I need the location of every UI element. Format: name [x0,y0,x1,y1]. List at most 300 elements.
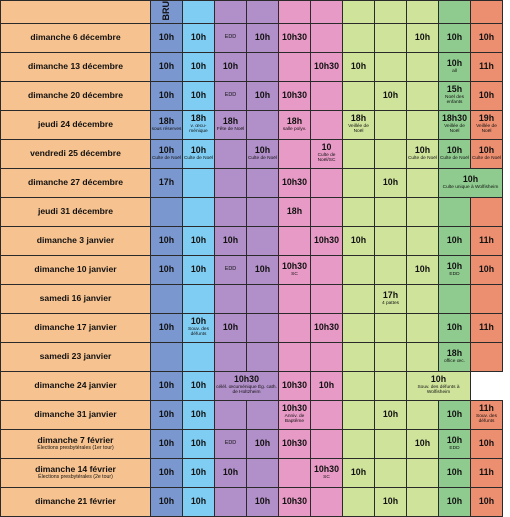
row-label [1,429,151,458]
schedule-cell [343,342,375,371]
service-time: 10h [446,409,463,420]
schedule-cell [311,342,343,371]
service-time: 10h [158,90,175,101]
schedule-cell [407,400,439,429]
schedule-cell [407,197,439,226]
schedule-cell [407,458,439,487]
schedule-cell [471,139,503,168]
schedule-cell [151,429,183,458]
header-cell [279,1,311,24]
schedule-cell [215,81,247,110]
schedule-cell [279,139,311,168]
service-time: 10h [190,144,207,155]
schedule-cell [311,458,343,487]
row-label [1,226,151,255]
schedule-cell [343,400,375,429]
service-time: 10h [158,496,175,507]
row-label-text: dimanche 24 janvier [34,380,117,391]
schedule-cell [247,168,279,197]
schedule-cell [407,226,439,255]
schedule-cell [183,81,215,110]
service-time: 10h [158,32,175,43]
schedule-cell [407,371,471,400]
service-time: 10h [190,32,207,43]
schedule-cell [215,255,247,284]
service-time: 10h30 [282,90,307,101]
service-note: Anniv. de Baptême [284,414,305,425]
schedule-row [1,284,503,313]
service-time: 18h [286,206,303,217]
schedule-cell [311,313,343,342]
schedule-cell [215,52,247,81]
schedule-cell [311,197,343,226]
schedule-row [1,226,503,255]
schedule-cell [439,81,471,110]
schedule-cell [375,52,407,81]
schedule-cell [439,139,471,168]
schedule-row [1,371,503,400]
row-label [1,110,151,139]
schedule-cell [215,110,247,139]
schedule-cell [183,168,215,197]
schedule-cell [311,487,343,516]
schedule-cell [151,371,183,400]
schedule-row [1,400,503,429]
schedule-cell [215,400,247,429]
service-note: Veillée de Noël [444,124,465,135]
service-note: sous réserves [151,126,182,132]
service-time: 18h [222,115,239,126]
service-time: 10h30 [282,496,307,507]
schedule-cell [215,313,247,342]
service-time: 10h30 [314,463,339,474]
schedule-cell [311,23,343,52]
service-time: EDD [224,91,237,98]
schedule-cell [151,342,183,371]
schedule-cell [343,371,375,400]
service-time: 10h [414,438,431,449]
service-time: 10h [478,144,495,155]
service-time: 10h [446,57,463,68]
header-row [1,1,503,24]
header-label: BRU [161,1,171,21]
service-time: 18h [190,113,207,124]
service-time: 11h [479,235,494,246]
service-time: 10h [190,409,207,420]
row-label [1,313,151,342]
service-note: SC [291,271,298,277]
service-time: 10h [158,409,175,420]
schedule-cell [407,284,439,313]
row-label-text: dimanche 21 février [35,496,116,507]
row-label [1,487,151,516]
schedule-cell [215,458,247,487]
service-time: 10h [446,144,463,155]
row-label-text: dimanche 13 décembre [27,61,124,72]
schedule-cell [183,255,215,284]
schedule-cell [215,226,247,255]
schedule-row [1,81,503,110]
schedule-cell [343,81,375,110]
schedule-cell [215,371,279,400]
schedule-row [1,139,503,168]
service-time: 10h [158,235,175,246]
service-time: 11h [479,322,494,333]
service-time: 11h [479,467,494,478]
schedule-cell [471,197,503,226]
schedule-cell [343,197,375,226]
service-time: EDD [224,439,237,446]
schedule-cell [247,342,279,371]
schedule-cell [247,81,279,110]
service-time: 10h [190,235,207,246]
schedule-cell [183,139,215,168]
schedule-cell [343,139,375,168]
service-time: 10h [254,90,271,101]
service-time: 10h [350,61,367,72]
service-time: 10h30 [282,32,307,43]
service-time: 10h [158,322,175,333]
row-label [1,458,151,487]
service-note: Culte de Noël [471,155,502,161]
header-cell [151,1,183,24]
service-time: 10h [222,235,239,246]
schedule-cell [439,23,471,52]
service-note: salle polyv. [282,126,307,132]
service-time: 15h [446,84,463,95]
schedule-cell [407,23,439,52]
service-time: 19h [478,113,495,124]
schedule-cell [247,487,279,516]
schedule-cell [151,284,183,313]
row-label-text: samedi 23 janvier [39,351,112,362]
header-cell [407,1,439,24]
service-time: 10h30 [314,235,339,246]
row-label [1,197,151,226]
schedule-cell [279,23,311,52]
service-note: Culte de Noël [183,155,214,161]
schedule-cell [215,284,247,313]
schedule-cell [279,81,311,110]
service-time: 10h [446,32,463,43]
service-note: Souv. des défunts [476,414,497,425]
schedule-cell [151,197,183,226]
schedule-cell [439,255,471,284]
schedule-row [1,52,503,81]
service-time: 10h [190,467,207,478]
service-note: Culte de Noël [439,155,470,161]
schedule-cell [407,110,439,139]
row-label-note: Élections presbytérales (2e tour) [38,473,113,480]
service-time: 10h [446,434,463,445]
schedule-cell [151,226,183,255]
schedule-row [1,458,503,487]
service-time: 10h30 [282,177,307,188]
schedule-cell [279,168,311,197]
service-time: 18h [350,113,367,124]
service-time: 17h [382,289,399,300]
service-time: 10h [158,467,175,478]
header-corner [1,1,151,24]
header-cell [215,1,247,24]
schedule-cell [183,313,215,342]
schedule-cell [471,81,503,110]
header-cell [183,1,215,24]
service-note: v. œcu-ménique [189,124,208,135]
row-label-text: jeudi 24 décembre [38,119,113,130]
schedule-cell [311,400,343,429]
schedule-cell [471,313,503,342]
schedule-row [1,23,503,52]
schedule-cell [375,342,407,371]
schedule-cell [183,342,215,371]
row-label [1,284,151,313]
service-time: 10 [321,142,332,153]
schedule-cell [151,313,183,342]
row-label [1,168,151,197]
schedule-cell [247,197,279,226]
schedule-row [1,429,503,458]
service-time: 11h [479,403,494,414]
service-time: 10h [430,374,447,385]
schedule-cell [247,139,279,168]
service-time: 10h [190,264,207,275]
schedule-cell [471,400,503,429]
schedule-cell [183,371,215,400]
schedule-cell [311,371,343,400]
service-note: EDD [449,271,460,277]
header-cell [343,1,375,24]
schedule-cell [407,342,439,371]
header-cell [375,1,407,24]
schedule-cell [311,429,343,458]
service-time: 10h [462,173,479,184]
service-time: 10h [254,32,271,43]
schedule-cell [375,487,407,516]
row-label [1,23,151,52]
service-note: Culte de Noël [247,155,278,161]
schedule-cell [343,110,375,139]
schedule-cell [279,487,311,516]
service-time: 10h [478,90,495,101]
service-note: all [452,68,457,74]
schedule-cell [311,255,343,284]
schedule-cell [439,110,471,139]
row-label-text: dimanche 6 décembre [30,32,121,43]
service-time: 10h [382,177,399,188]
service-time: 10h [190,438,207,449]
service-time: 10h [254,264,271,275]
service-time: 10h [190,380,207,391]
service-note: Veillée de Noël [476,124,497,135]
schedule-row [1,255,503,284]
schedule-cell [151,81,183,110]
schedule-cell [183,226,215,255]
schedule-cell [279,429,311,458]
schedule-cell [279,284,311,313]
schedule-row [1,487,503,516]
service-note: SC [323,474,330,480]
service-time: 10h [222,61,239,72]
schedule-cell [407,429,439,458]
schedule-cell [247,313,279,342]
row-label-text: dimanche 10 janvier [34,264,117,275]
schedule-cell [311,139,343,168]
service-time: 17h [158,177,175,188]
schedule-cell [471,458,503,487]
schedule-cell [279,371,311,400]
schedule-cell [343,52,375,81]
schedule-cell [151,400,183,429]
service-time: 10h30 [282,438,307,449]
schedule-cell [247,226,279,255]
service-time: 10h [190,496,207,507]
service-note: Culte unique à Wolfisheim [442,184,499,190]
row-label [1,342,151,371]
schedule-cell [439,52,471,81]
schedule-cell [439,284,471,313]
schedule-cell [439,226,471,255]
service-time: 10h [350,467,367,478]
schedule-cell [183,284,215,313]
schedule-cell [151,255,183,284]
schedule-cell [343,313,375,342]
schedule-cell [407,139,439,168]
schedule-cell [183,487,215,516]
schedule-cell [471,284,503,313]
schedule-cell [471,110,503,139]
schedule-cell [279,342,311,371]
service-time: 18h [158,115,175,126]
schedule-row [1,313,503,342]
schedule-cell [343,458,375,487]
service-time: 10h [254,144,271,155]
schedule-cell [215,23,247,52]
schedule-cell [471,342,503,371]
schedule-cell [407,487,439,516]
service-time: 10h30 [282,380,307,391]
service-time: 10h [190,90,207,101]
service-note: Culte de Noël [151,155,182,161]
service-time: 10h [446,235,463,246]
schedule-cell [439,313,471,342]
schedule-cell [311,52,343,81]
schedule-cell [375,371,407,400]
schedule-cell [439,458,471,487]
schedule-cell [279,400,311,429]
schedule-cell [183,23,215,52]
schedule-cell [439,429,471,458]
schedule-cell [311,168,343,197]
service-time: EDD [224,265,237,272]
service-note: EDD [449,445,460,451]
schedule-cell [151,487,183,516]
schedule-cell [247,52,279,81]
schedule-cell [279,197,311,226]
service-time: 10h [254,438,271,449]
service-time: 10h30 [314,61,339,72]
row-label-note: Élections presbytérales (1er tour) [37,444,114,451]
service-time: 10h [382,409,399,420]
schedule-cell [279,52,311,81]
service-time: 10h [478,438,495,449]
schedule-cell [183,458,215,487]
service-time: 10h [382,90,399,101]
schedule-cell [343,168,375,197]
row-label [1,52,151,81]
service-time: 10h30 [234,374,259,385]
service-time: 10h [478,264,495,275]
schedule-cell [375,400,407,429]
service-note: Souv. des défunts à Wolfisheim [417,385,460,396]
schedule-cell [375,284,407,313]
schedule-cell [151,110,183,139]
service-time: 10h30 [282,403,307,414]
service-time: 10h [414,32,431,43]
row-label-text: dimanche 17 janvier [34,322,117,333]
row-label-text: dimanche 7 février [37,435,114,446]
schedule-cell [375,255,407,284]
schedule-cell [151,52,183,81]
schedule-cell [247,255,279,284]
service-time: 10h [254,496,271,507]
service-time: EDD [224,33,237,40]
service-note: Souv. des défunts [188,327,209,338]
row-label-text: dimanche 14 février [35,464,116,475]
schedule-cell [311,284,343,313]
schedule-cell [375,226,407,255]
schedule-cell [343,429,375,458]
service-time: 10h [190,61,207,72]
service-note: Veillée de Noël [348,124,369,135]
service-time: 10h [158,61,175,72]
service-time: 10h [158,438,175,449]
schedule-cell [343,255,375,284]
schedule-cell [375,429,407,458]
service-time: 10h30 [282,260,307,271]
schedule-cell [215,487,247,516]
schedule-cell [183,52,215,81]
service-time: 10h [446,322,463,333]
schedule-cell [471,23,503,52]
schedule-cell [471,52,503,81]
schedule-cell [343,23,375,52]
schedule-cell [375,197,407,226]
service-time: 10h [222,467,239,478]
service-note: Fête de Noël [216,126,245,132]
schedule-cell [247,458,279,487]
row-label-text: jeudi 31 décembre [38,206,113,217]
schedule-cell [247,284,279,313]
service-time: 10h [190,316,207,327]
service-note: office œc. [444,358,465,364]
service-time: 10h [158,264,175,275]
schedule-cell [279,226,311,255]
service-time: 10h [414,144,431,155]
row-label-text: dimanche 31 janvier [34,409,117,420]
schedule-row [1,110,503,139]
header-cell [471,1,503,24]
schedule-cell [151,139,183,168]
service-note: 4 pattes [381,300,400,306]
schedule-cell [215,342,247,371]
schedule-cell [407,81,439,110]
service-time: 10h [158,380,175,391]
schedule-cell [247,110,279,139]
schedule-cell [407,255,439,284]
schedule-cell [215,429,247,458]
row-label [1,81,151,110]
